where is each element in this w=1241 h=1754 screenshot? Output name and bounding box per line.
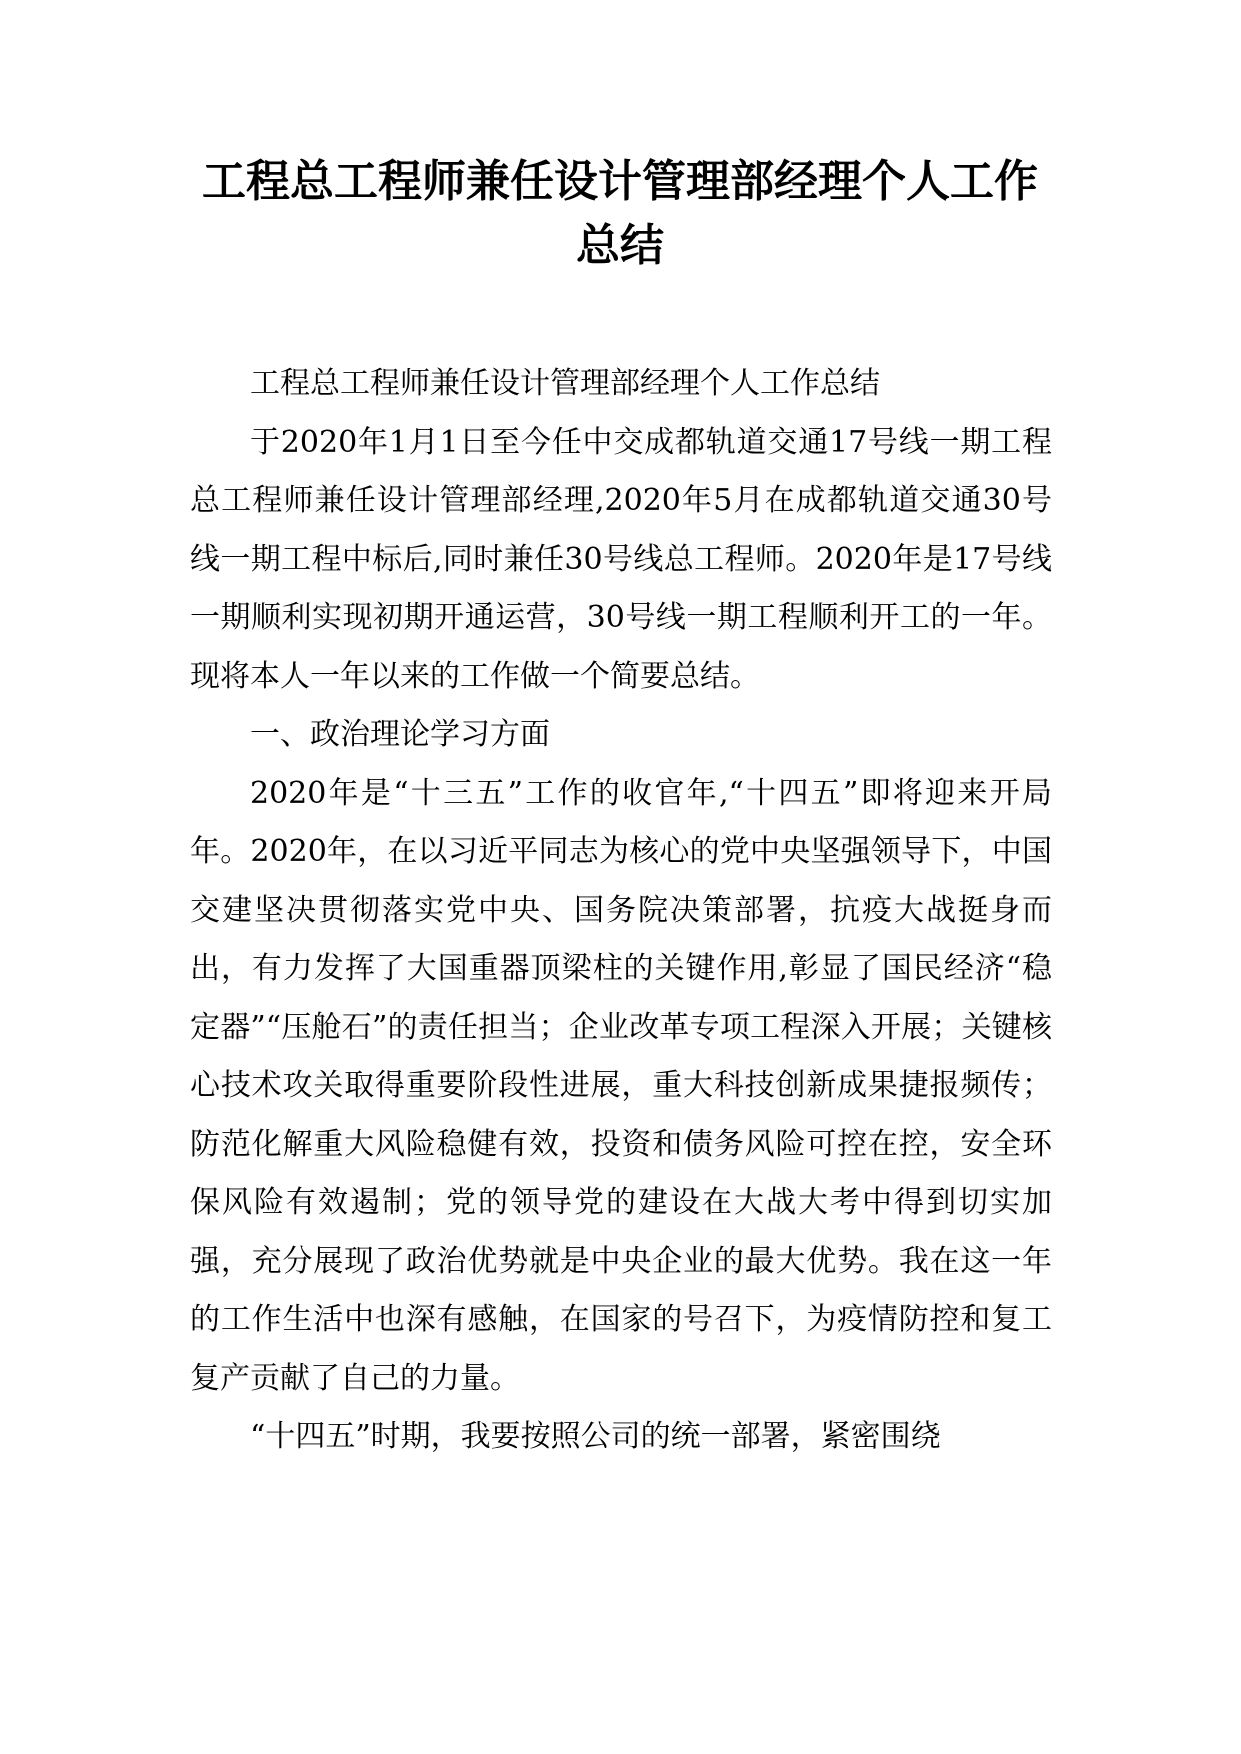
- paragraph-intro: 于2020年1月1日至今任中交成都轨道交通17号线一期工程总工程师兼任设计管理部经理,2020年5月在成都轨道交通30号线一期工程中标后,同时兼任30号线总工程师。2020年是17号线一期顺利实现初期开通运营，30号线一期工程顺利开工的一年。现将本人一年以来的工作做一个简要总结。: [190, 424, 1052, 694]
- paragraph-fourteenth-plan: “十四五”时期，我要按照公司的统一部署，紧密围绕: [250, 1419, 941, 1454]
- section-heading-political-study: 一、政治理论学习方面: [250, 717, 550, 752]
- document-body: [190, 355, 1052, 1467]
- document-title: 工程总工程师兼任设计管理部经理个人工作总结: [202, 156, 1038, 271]
- paragraph-political-study: 2020年是“十三五”工作的收官年,“十四五”即将迎来开局年。2020年，在以习近平同志为核心的党中央坚强领导下，中国交建坚决贯彻落实党中央、国务院决策部署，抗疫大战挺身而出，有力发挥了大国重器顶梁柱的关键作用,彰显了国民经济“稳定器”“压舱石”的责任担当；企业改革专项工程深入开展；关键核心技术攻关取得重要阶段性进展，重大科技创新成果捷报频传；防范化解重大风险稳健有效，投资和债务风险可控在控，安全环保风险有效遏制；党的领导党的建设在大战大考中得到切实加强，充分展现了政治优势就是中央企业的最大优势。我在这一年的工作生活中也深有感触，在国家的号召下，为疫情防控和复工复产贡献了自己的力量。: [190, 775, 1052, 1396]
- paragraph-subtitle: 工程总工程师兼任设计管理部经理个人工作总结: [250, 366, 880, 401]
